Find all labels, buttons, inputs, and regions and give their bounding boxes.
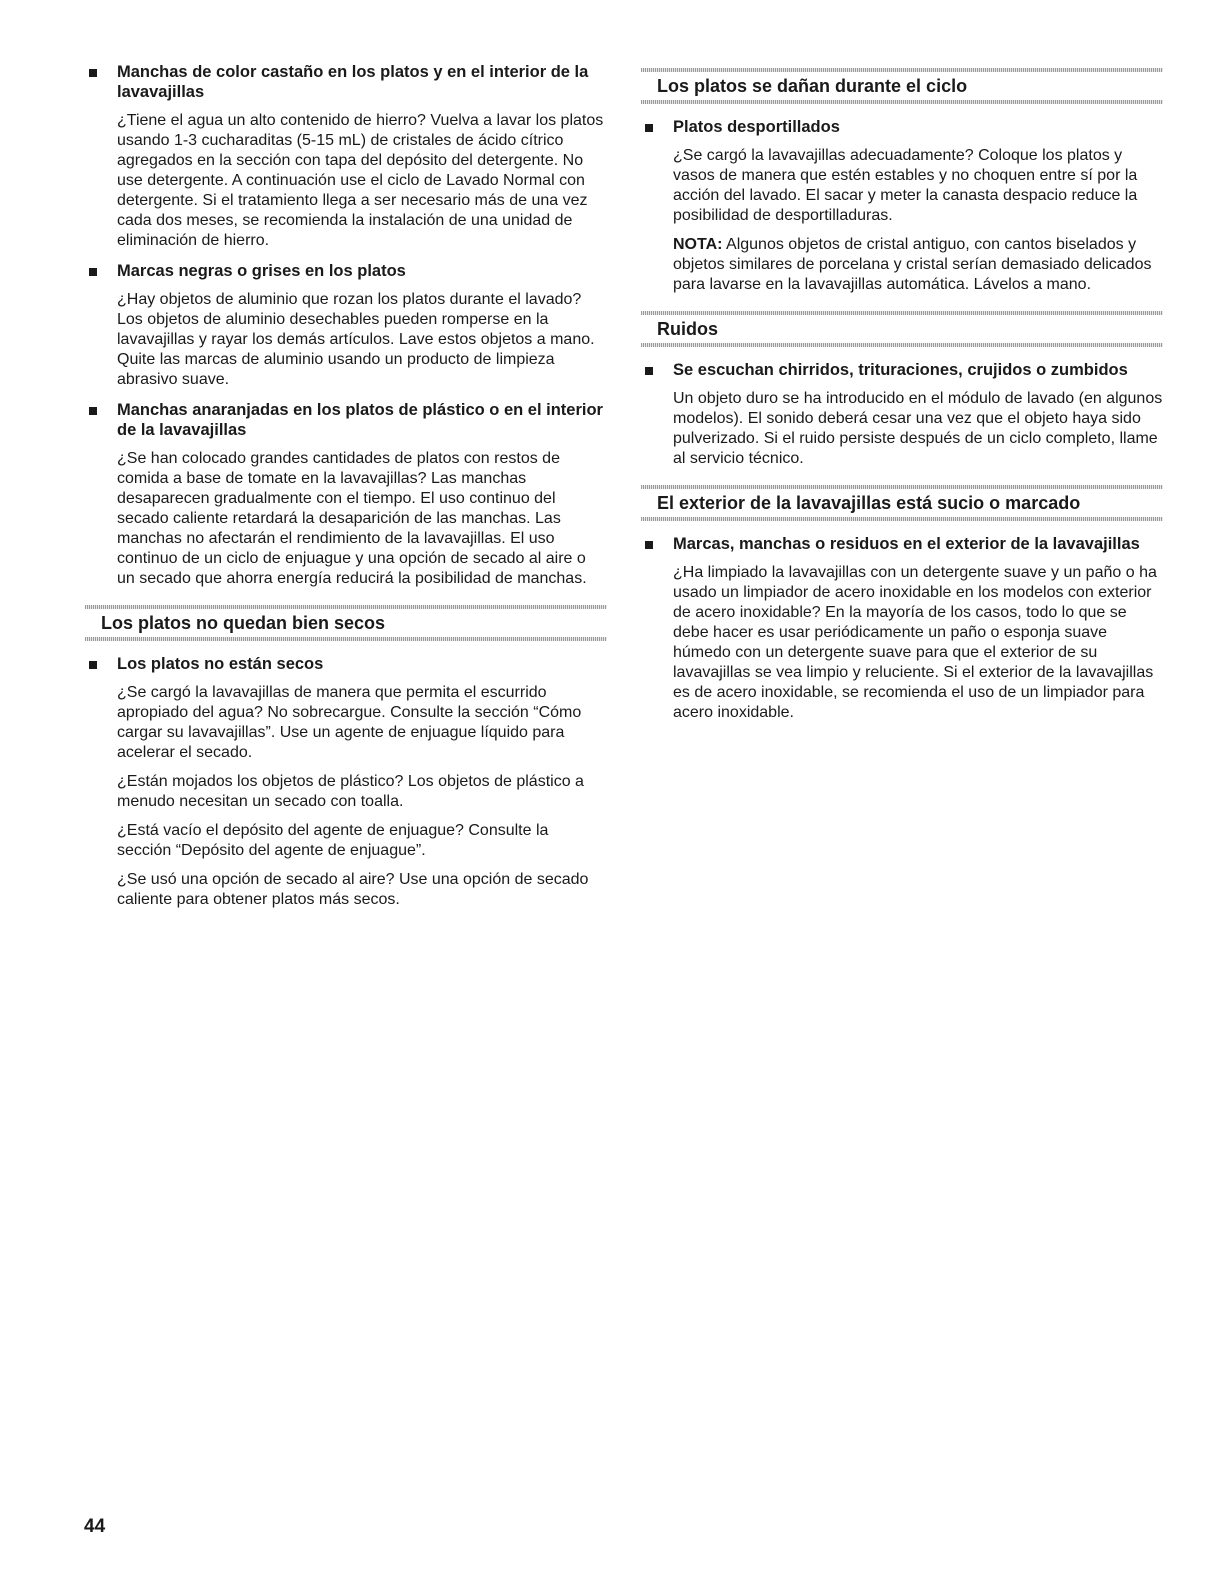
problem-item-exterior-marks [641, 534, 1163, 723]
problem-item-brown-stains [85, 62, 607, 251]
page-number: 44 [84, 1516, 106, 1537]
divider [641, 100, 1163, 104]
left-column [85, 62, 607, 920]
solution-paragraph: ¿Se cargó la lavavajillas adecuadamente? Coloque los platos y vasos de manera que estén estables y no choquen entre sí por la acción del lavado. El sacar y meter la canasta despacio reduce la posibilidad de desportilladuras. [673, 147, 1138, 224]
problem-title: Los platos no están secos [117, 655, 324, 673]
problem-title: Se escuchan chirridos, trituraciones, crujidos o zumbidos [673, 361, 1128, 379]
problem-title: Manchas anaranjadas en los platos de plástico o en el interior de la lavavajillas [117, 401, 603, 439]
solution-paragraph: ¿Ha limpiado la lavavajillas con un detergente suave y un paño o ha usado un limpiador de acero inoxidable en los modelos con exterior de acero inoxidable? En la mayoría de los casos, todo lo que se debe hacer es usar periódicamente un paño o esponja suave húmedo con un detergente suave para que el exterior de su lavavajillas se vea limpio y reluciente. Si el exterior de la lavavajillas es de acero inoxidable, se recomienda el uso de un limpiador para acero inoxidable. [673, 564, 1157, 721]
problem-item-chipped [641, 117, 1163, 295]
solution-paragraph: ¿Tiene el agua un alto contenido de hierro? Vuelva a lavar los platos usando 1-3 cucharaditas (5-15 mL) de cristales de ácido cítrico agregados en la sección con tapa del depósito del detergente. No use detergente. A continuación use el ciclo de Lavado Normal con detergente. Si el tratamiento llega a ser necesario más de una vez cada dos meses, se recomienda la instalación de una unidad de eliminación de hierro. [117, 112, 604, 249]
section-header-drying [85, 605, 607, 641]
square-bullet-icon [645, 367, 653, 375]
problem-item-noises [641, 360, 1163, 469]
section-title: Los platos no quedan bien secos [101, 613, 386, 633]
square-bullet-icon [89, 407, 97, 415]
note-label: NOTA: [673, 236, 723, 253]
note-paragraph [673, 235, 1163, 295]
divider [85, 637, 607, 641]
solution-paragraph: ¿Se usó una opción de secado al aire? Use una opción de secado caliente para obtener platos más secos. [117, 871, 589, 908]
problem-title: Marcas, manchas o residuos en el exterior de la lavavajillas [673, 535, 1140, 553]
section-header-damage [641, 68, 1163, 104]
section-header-exterior [641, 485, 1163, 521]
problem-item-not-dry [85, 654, 607, 910]
solution-paragraph: ¿Están mojados los objetos de plástico? Los objetos de plástico a menudo necesitan un secado con toalla. [117, 773, 584, 810]
section-title: Ruidos [657, 319, 718, 339]
section-title: El exterior de la lavavajillas está sucio o marcado [657, 493, 1081, 513]
section-header-noise [641, 311, 1163, 347]
square-bullet-icon [645, 541, 653, 549]
square-bullet-icon [89, 69, 97, 77]
divider [641, 343, 1163, 347]
problem-title: Marcas negras o grises en los platos [117, 262, 406, 280]
divider [641, 517, 1163, 521]
solution-paragraph: ¿Se han colocado grandes cantidades de platos con restos de comida a base de tomate en la lavavajillas? Las manchas desaparecen gradualmente con el tiempo. El uso continuo del secado caliente retardará la desaparición de las manchas. Las manchas no afectarán el rendimiento de la lavavajillas. El uso continuo de un ciclo de enjuague y una opción de secado al aire o un secado que ahorra energía reducirá la posibilidad de manchas. [117, 450, 587, 587]
problem-title: Manchas de color castaño en los platos y en el interior de la lavavajillas [117, 63, 589, 101]
square-bullet-icon [645, 124, 653, 132]
problem-item-orange-stains [85, 400, 607, 589]
solution-paragraph: ¿Se cargó la lavavajillas de manera que permita el escurrido apropiado del agua? No sobrecargue. Consulte la sección “Cómo cargar su lavavajillas”. Use un agente de enjuague líquido para acelerar el secado. [117, 684, 582, 761]
note-text: Algunos objetos de cristal antiguo, con cantos biselados y objetos similares de porcelana y cristal serían demasiado delicados para lavarse en la lavavajillas automática. Lávelos a mano. [673, 236, 1152, 293]
right-column [641, 62, 1163, 733]
solution-paragraph: Un objeto duro se ha introducido en el módulo de lavado (en algunos modelos). El sonido deberá cesar una vez que el objeto haya sido pulverizado. Si el ruido persiste después de un ciclo completo, llame al servicio técnico. [673, 390, 1163, 467]
section-title: Los platos se dañan durante el ciclo [657, 76, 968, 96]
square-bullet-icon [89, 268, 97, 276]
problem-title: Platos desportillados [673, 118, 840, 136]
square-bullet-icon [89, 661, 97, 669]
problem-item-black-gray-marks [85, 261, 607, 390]
solution-paragraph: ¿Está vacío el depósito del agente de enjuague? Consulte la sección “Depósito del agente de enjuague”. [117, 822, 549, 859]
solution-paragraph: ¿Hay objetos de aluminio que rozan los platos durante el lavado? Los objetos de aluminio desechables pueden romperse en la lavavajillas y rayar los demás artículos. Lave estos objetos a mano. Quite las marcas de aluminio usando un producto de limpieza abrasivo suave. [117, 291, 595, 388]
